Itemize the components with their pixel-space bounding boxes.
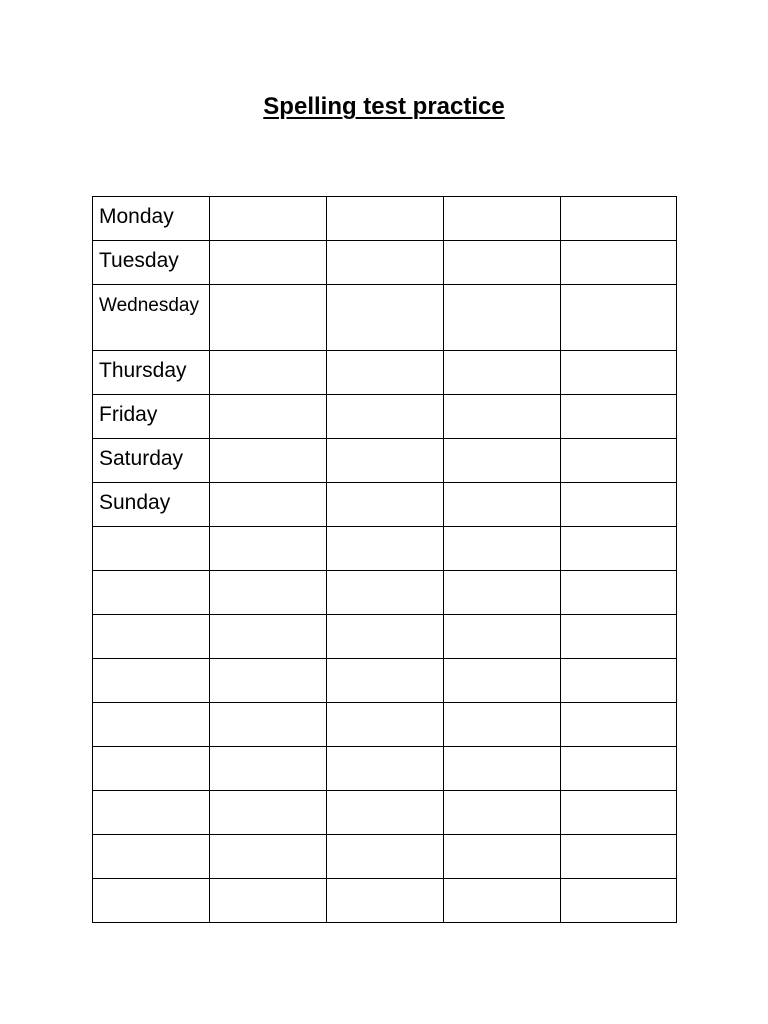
word-cell[interactable] <box>444 351 561 395</box>
table-row <box>93 571 677 615</box>
word-cell[interactable] <box>561 879 677 923</box>
word-cell[interactable] <box>561 571 677 615</box>
table-row <box>93 197 677 241</box>
word-cell[interactable] <box>327 571 444 615</box>
word-cell[interactable] <box>561 285 677 351</box>
word-cell[interactable] <box>561 703 677 747</box>
word-cell[interactable] <box>210 879 327 923</box>
word-cell[interactable] <box>327 395 444 439</box>
day-label-cell: Sunday <box>93 483 210 527</box>
word-cell[interactable] <box>327 747 444 791</box>
spelling-practice-table <box>92 196 677 923</box>
word-cell[interactable] <box>444 879 561 923</box>
word-cell[interactable] <box>444 659 561 703</box>
word-cell[interactable] <box>561 835 677 879</box>
table-row <box>93 835 677 879</box>
word-cell[interactable] <box>561 747 677 791</box>
word-cell[interactable] <box>561 197 677 241</box>
day-label-cell[interactable] <box>93 747 210 791</box>
word-cell[interactable] <box>444 197 561 241</box>
word-cell[interactable] <box>327 197 444 241</box>
day-label-cell[interactable] <box>93 835 210 879</box>
word-cell[interactable] <box>327 659 444 703</box>
word-cell[interactable] <box>327 241 444 285</box>
word-cell[interactable] <box>210 439 327 483</box>
word-cell[interactable] <box>561 659 677 703</box>
word-cell[interactable] <box>444 615 561 659</box>
table-row <box>93 241 677 285</box>
word-cell[interactable] <box>561 351 677 395</box>
word-cell[interactable] <box>561 439 677 483</box>
word-cell[interactable] <box>561 615 677 659</box>
word-cell[interactable] <box>327 835 444 879</box>
word-cell[interactable] <box>444 483 561 527</box>
table-row <box>93 659 677 703</box>
day-label-cell[interactable] <box>93 527 210 571</box>
word-cell[interactable] <box>327 879 444 923</box>
word-cell[interactable] <box>210 527 327 571</box>
word-cell[interactable] <box>210 241 327 285</box>
word-cell[interactable] <box>444 527 561 571</box>
table-row <box>93 615 677 659</box>
word-cell[interactable] <box>210 747 327 791</box>
word-cell[interactable] <box>444 439 561 483</box>
word-cell[interactable] <box>444 285 561 351</box>
day-label-cell[interactable] <box>93 791 210 835</box>
day-label-cell: Thursday <box>93 351 210 395</box>
word-cell[interactable] <box>327 791 444 835</box>
word-cell[interactable] <box>561 483 677 527</box>
table-row <box>93 791 677 835</box>
word-cell[interactable] <box>444 241 561 285</box>
word-cell[interactable] <box>210 395 327 439</box>
day-label-cell: Saturday <box>93 439 210 483</box>
word-cell[interactable] <box>210 615 327 659</box>
word-cell[interactable] <box>561 527 677 571</box>
word-cell[interactable] <box>561 241 677 285</box>
day-label-cell: Monday <box>93 197 210 241</box>
day-label-cell[interactable] <box>93 615 210 659</box>
word-cell[interactable] <box>210 659 327 703</box>
word-cell[interactable] <box>210 791 327 835</box>
table-row <box>93 395 677 439</box>
word-cell[interactable] <box>444 703 561 747</box>
word-cell[interactable] <box>444 835 561 879</box>
word-cell[interactable] <box>210 703 327 747</box>
word-cell[interactable] <box>327 285 444 351</box>
day-label-cell[interactable] <box>93 659 210 703</box>
day-label-cell[interactable] <box>93 571 210 615</box>
table-row <box>93 747 677 791</box>
word-cell[interactable] <box>444 571 561 615</box>
word-cell[interactable] <box>444 747 561 791</box>
table-row <box>93 483 677 527</box>
word-cell[interactable] <box>210 483 327 527</box>
page-title: Spelling test practice <box>263 93 505 120</box>
word-cell[interactable] <box>327 483 444 527</box>
day-label-cell[interactable] <box>93 879 210 923</box>
word-cell[interactable] <box>444 791 561 835</box>
table-row <box>93 285 677 351</box>
table-row <box>93 879 677 923</box>
word-cell[interactable] <box>327 351 444 395</box>
table-row <box>93 351 677 395</box>
word-cell[interactable] <box>210 571 327 615</box>
day-label-cell: Tuesday <box>93 241 210 285</box>
word-cell[interactable] <box>444 395 561 439</box>
word-cell[interactable] <box>561 395 677 439</box>
word-cell[interactable] <box>210 835 327 879</box>
word-cell[interactable] <box>210 351 327 395</box>
table-row <box>93 527 677 571</box>
day-label-cell[interactable] <box>93 703 210 747</box>
word-cell[interactable] <box>210 197 327 241</box>
word-cell[interactable] <box>210 285 327 351</box>
table-row <box>93 703 677 747</box>
word-cell[interactable] <box>327 439 444 483</box>
day-label-cell: Friday <box>93 395 210 439</box>
word-cell[interactable] <box>561 791 677 835</box>
word-cell[interactable] <box>327 615 444 659</box>
word-cell[interactable] <box>327 703 444 747</box>
table-row <box>93 439 677 483</box>
word-cell[interactable] <box>327 527 444 571</box>
day-label-cell: Wednesday <box>93 285 210 351</box>
